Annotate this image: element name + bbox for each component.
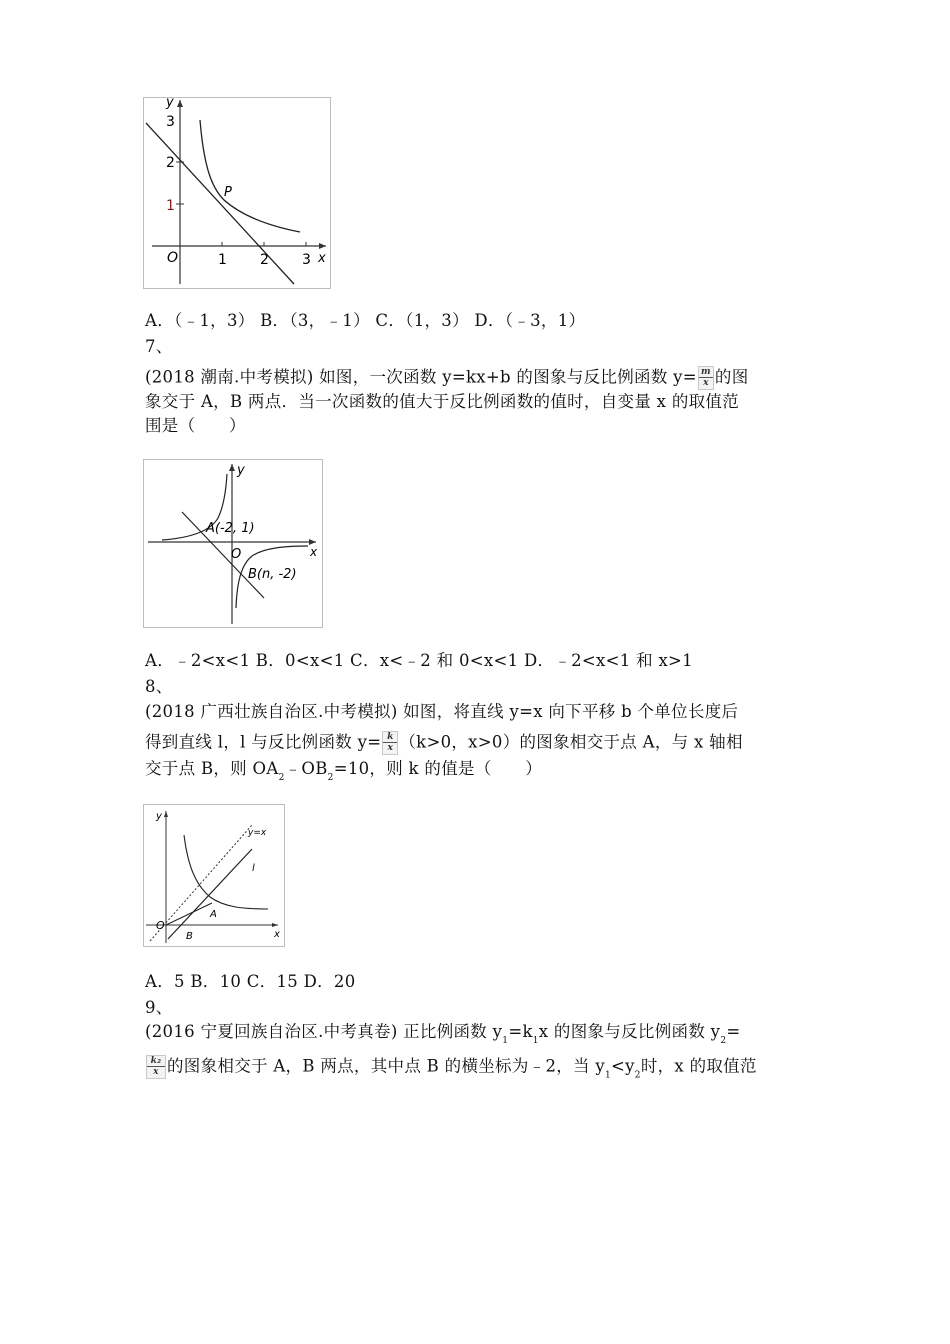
line-yx-label: y=x bbox=[248, 828, 267, 838]
origin-label: O bbox=[156, 919, 165, 932]
x-axis-label: x bbox=[310, 545, 318, 559]
q8-fraction-k-over-x: $\frac{k}{x}$ bbox=[382, 731, 398, 755]
origin-label: O bbox=[231, 547, 242, 562]
y-axis-label: y bbox=[166, 98, 174, 110]
y-axis-label: y bbox=[156, 811, 162, 822]
point-b-label: B bbox=[186, 931, 193, 942]
q8-line3: 交于点 B，则 $OA_2﹣OB_2=10$，则 k 的值是（ ） bbox=[145, 759, 542, 783]
hyperbola-graph bbox=[200, 120, 300, 232]
q8-line2 bbox=[145, 731, 743, 755]
q9-line1: (2016 宁夏回族自治区.中考真卷) 正比例函数 $y_1=k_1x$ 的图象与反比例函数 $y_2=$ bbox=[145, 1022, 741, 1046]
point-p-label: P bbox=[224, 185, 232, 200]
y-axis-label: y bbox=[237, 463, 245, 478]
q7-line3: 围是（ ） bbox=[145, 416, 246, 435]
q6-options: A．（﹣1，3） B．（3，﹣1） C．（1，3） D．（﹣3，1） bbox=[145, 311, 586, 330]
line-y-equals-x bbox=[150, 825, 252, 941]
y-tick-1: 1 bbox=[166, 198, 175, 214]
x-tick-2: 2 bbox=[260, 252, 269, 268]
q7-options: A．﹣2<x<1 B．0<x<1 C．x<﹣2 和 0<x<1 D．﹣2<x<1 和 x>1 bbox=[145, 651, 693, 670]
graph-q7 bbox=[144, 460, 322, 627]
y-tick-2: 2 bbox=[166, 155, 175, 171]
q8-line2-post: （k>0，x>0）的图象相交于点 A，与 x 轴相 bbox=[399, 732, 743, 752]
origin-label: O bbox=[167, 250, 179, 266]
x-axis-label: x bbox=[274, 929, 280, 940]
x-tick-3: 3 bbox=[302, 252, 311, 268]
hyperbola-graph bbox=[184, 835, 268, 909]
q7-line2: 象交于 A，B 两点．当一次函数的值大于反比例函数的值时，自变量 x 的取值范 bbox=[145, 392, 740, 411]
q8-line2-pre: 得到直线 l，l 与反比例函数 y= bbox=[145, 732, 382, 752]
q7-line1-post: 的图 bbox=[714, 367, 749, 387]
point-a-label: A bbox=[210, 909, 217, 920]
point-b-label: B(n, -2) bbox=[248, 567, 297, 582]
figure-q8 bbox=[143, 804, 285, 947]
line-l-label: l bbox=[252, 863, 255, 874]
x-tick-1: 1 bbox=[218, 252, 227, 268]
q9-fraction-k2-over-x: $\frac{\text{k₂}}{x}$ bbox=[146, 1055, 166, 1079]
graph-q6 bbox=[144, 98, 330, 288]
x-axis-label: x bbox=[318, 251, 326, 266]
q7-line1-pre: (2018 潮南.中考模拟) 如图，一次函数 y=kx+b 的图象与反比例函数 y= bbox=[145, 367, 697, 387]
q8-line1: (2018 广西壮族自治区.中考模拟) 如图，将直线 y=x 向下平移 b 个单位长度后 bbox=[145, 702, 739, 721]
q7-line1 bbox=[145, 366, 749, 390]
q9-line2: $\frac{\text{k₂}}{x}$ 的图象相交于 A，B 两点，其中点 B 的横坐标为﹣2，当 $y_1<y_2$时，x 的取值范 bbox=[145, 1055, 757, 1086]
q8-options: A．5 B．10 C．15 D．20 bbox=[145, 972, 356, 991]
q9-number: 9、 bbox=[145, 998, 173, 1017]
segment-oa bbox=[166, 903, 212, 925]
q7-number: 7、 bbox=[145, 337, 173, 356]
graph-q8 bbox=[144, 805, 284, 946]
q8-number: 8、 bbox=[145, 677, 173, 696]
point-a-label: A(-2, 1) bbox=[206, 521, 255, 536]
q7-fraction-m-over-x: $\frac{m}{x}$ bbox=[698, 366, 714, 390]
figure-q6 bbox=[143, 97, 331, 289]
figure-q7 bbox=[143, 459, 323, 628]
y-tick-3: 3 bbox=[166, 114, 175, 130]
